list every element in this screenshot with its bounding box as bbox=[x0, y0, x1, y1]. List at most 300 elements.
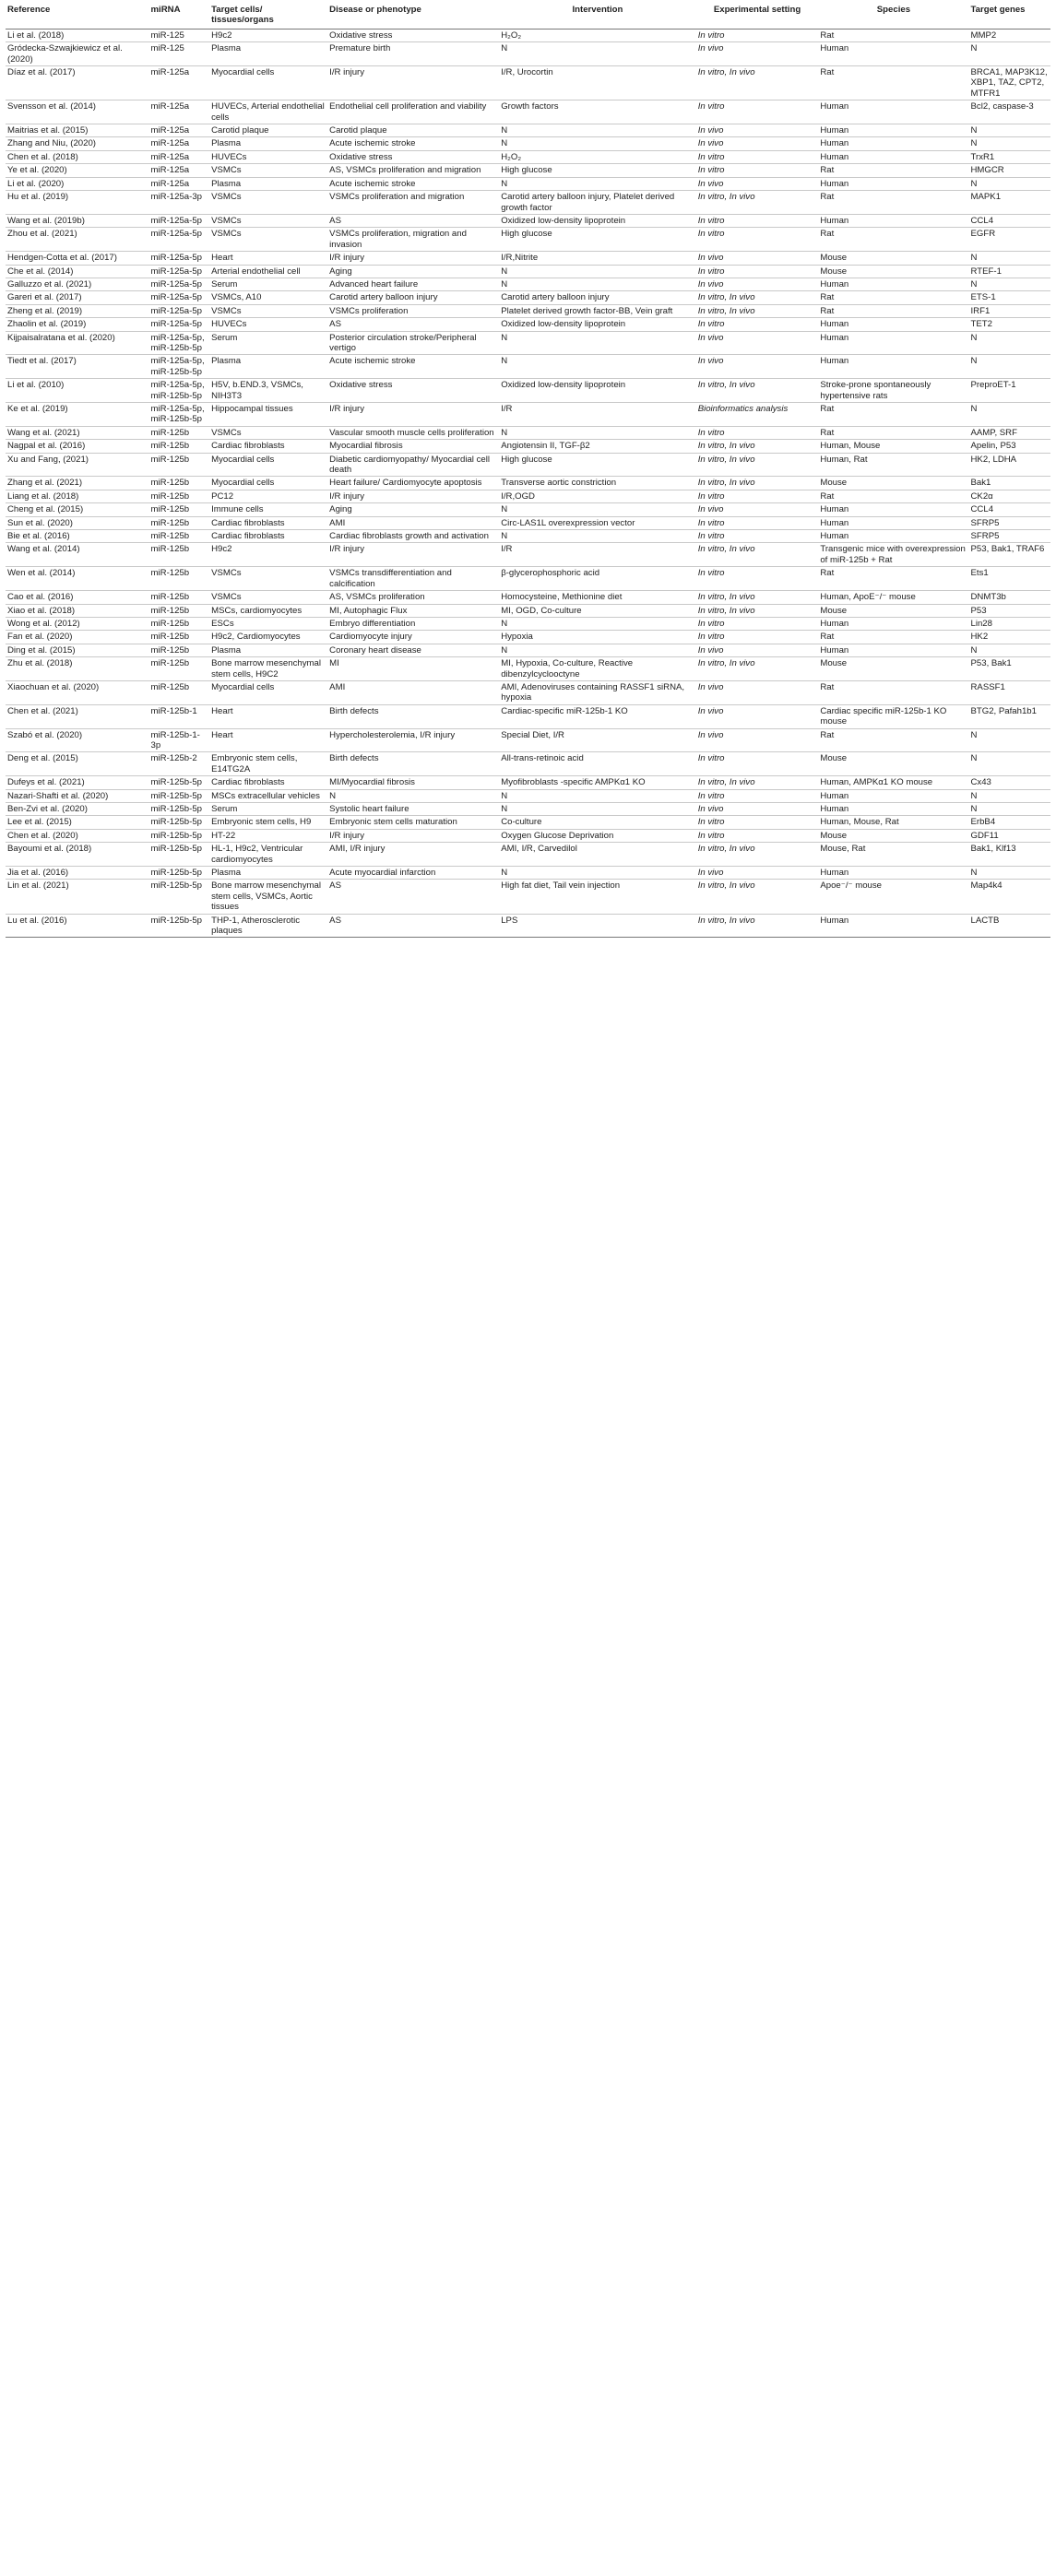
cell-disease: AS, VSMCs proliferation bbox=[327, 591, 499, 604]
cell-intervention: Co-culture bbox=[499, 816, 695, 829]
cell-reference: Chen et al. (2020) bbox=[6, 829, 149, 842]
cell-disease: Embryo differentiation bbox=[327, 617, 499, 630]
cell-species: Human bbox=[818, 914, 968, 938]
cell-intervention: N bbox=[499, 177, 695, 190]
cell-target-genes: N bbox=[969, 355, 1051, 379]
cell-experimental-setting: In vivo bbox=[696, 177, 819, 190]
cell-target-genes: MMP2 bbox=[969, 29, 1051, 41]
cell-disease: VSMCs proliferation bbox=[327, 304, 499, 317]
cell-mirna: miR-125a-5p, miR-125b-5p bbox=[149, 355, 210, 379]
cell-reference: Tiedt et al. (2017) bbox=[6, 355, 149, 379]
cell-disease: Endothelial cell proliferation and viability bbox=[327, 100, 499, 124]
cell-disease: VSMCs proliferation and migration bbox=[327, 191, 499, 215]
cell-mirna: miR-125b bbox=[149, 617, 210, 630]
header-disease: Disease or phenotype bbox=[327, 0, 499, 29]
cell-intervention: LPS bbox=[499, 914, 695, 938]
cell-target-cells: THP-1, Atherosclerotic plaques bbox=[209, 914, 327, 938]
cell-reference: Hendgen-Cotta et al. (2017) bbox=[6, 252, 149, 265]
cell-intervention: N bbox=[499, 530, 695, 543]
table-row bbox=[6, 604, 1050, 617]
cell-reference: Svensson et al. (2014) bbox=[6, 100, 149, 124]
cell-target-genes: CK2α bbox=[969, 490, 1051, 502]
cell-reference: Li et al. (2018) bbox=[6, 29, 149, 41]
cell-mirna: miR-125a bbox=[149, 100, 210, 124]
cell-mirna: miR-125a-5p, miR-125b-5p bbox=[149, 379, 210, 403]
cell-reference: Zheng et al. (2019) bbox=[6, 304, 149, 317]
cell-species: Human bbox=[818, 100, 968, 124]
cell-disease: Diabetic cardiomyopathy/ Myocardial cell death bbox=[327, 453, 499, 477]
cell-intervention: I/R, Urocortin bbox=[499, 66, 695, 100]
cell-experimental-setting: In vivo bbox=[696, 728, 819, 752]
cell-disease: MI/Myocardial fibrosis bbox=[327, 776, 499, 789]
cell-target-genes: N bbox=[969, 137, 1051, 150]
cell-target-cells: Plasma bbox=[209, 355, 327, 379]
cell-target-genes: P53 bbox=[969, 604, 1051, 617]
cell-disease: AMI bbox=[327, 680, 499, 704]
cell-target-genes: N bbox=[969, 728, 1051, 752]
cell-disease: MI, Autophagic Flux bbox=[327, 604, 499, 617]
cell-disease: Oxidative stress bbox=[327, 29, 499, 41]
cell-intervention: N bbox=[499, 278, 695, 290]
cell-target-cells: VSMCs, A10 bbox=[209, 291, 327, 304]
cell-mirna: miR-125b-5p bbox=[149, 776, 210, 789]
cell-species: Human bbox=[818, 177, 968, 190]
cell-target-genes: LACTB bbox=[969, 914, 1051, 938]
cell-intervention: I/R,Nitrite bbox=[499, 252, 695, 265]
cell-disease: Heart failure/ Cardiomyocyte apoptosis bbox=[327, 477, 499, 490]
cell-experimental-setting: In vitro bbox=[696, 816, 819, 829]
cell-species: Human bbox=[818, 803, 968, 816]
cell-target-cells: Heart bbox=[209, 252, 327, 265]
table-row bbox=[6, 291, 1050, 304]
cell-experimental-setting: In vitro bbox=[696, 789, 819, 802]
cell-experimental-setting: In vivo bbox=[696, 680, 819, 704]
cell-species: Rat bbox=[818, 403, 968, 427]
cell-disease: Acute ischemic stroke bbox=[327, 177, 499, 190]
cell-intervention: Oxidized low-density lipoprotein bbox=[499, 214, 695, 227]
cell-target-cells: Hippocampal tissues bbox=[209, 403, 327, 427]
cell-experimental-setting: In vivo bbox=[696, 331, 819, 355]
cell-mirna: miR-125a bbox=[149, 150, 210, 163]
cell-target-cells: VSMCs bbox=[209, 591, 327, 604]
cell-experimental-setting: In vitro bbox=[696, 426, 819, 439]
cell-experimental-setting: In vitro, In vivo bbox=[696, 776, 819, 789]
table-row bbox=[6, 124, 1050, 137]
cell-mirna: miR-125b bbox=[149, 543, 210, 567]
cell-reference: Lu et al. (2016) bbox=[6, 914, 149, 938]
cell-species: Mouse bbox=[818, 657, 968, 681]
cell-reference: Liang et al. (2018) bbox=[6, 490, 149, 502]
cell-disease: Aging bbox=[327, 265, 499, 278]
cell-disease: Acute ischemic stroke bbox=[327, 355, 499, 379]
header-reference: Reference bbox=[6, 0, 149, 29]
cell-experimental-setting: In vitro bbox=[696, 516, 819, 529]
cell-intervention: Hypoxia bbox=[499, 631, 695, 644]
cell-target-genes: MAPK1 bbox=[969, 191, 1051, 215]
cell-reference: Xiaochuan et al. (2020) bbox=[6, 680, 149, 704]
cell-species: Human, Mouse bbox=[818, 440, 968, 453]
cell-target-cells: Plasma bbox=[209, 42, 327, 66]
cell-experimental-setting: In vitro bbox=[696, 829, 819, 842]
cell-reference: Sun et al. (2020) bbox=[6, 516, 149, 529]
cell-target-cells: Embryonic stem cells, E14TG2A bbox=[209, 752, 327, 776]
table-row bbox=[6, 214, 1050, 227]
cell-target-genes: AAMP, SRF bbox=[969, 426, 1051, 439]
mirna-table bbox=[6, 0, 1050, 938]
table-row bbox=[6, 278, 1050, 290]
cell-target-genes: RTEF-1 bbox=[969, 265, 1051, 278]
cell-target-cells: Myocardial cells bbox=[209, 680, 327, 704]
cell-target-genes: HMGCR bbox=[969, 164, 1051, 177]
cell-target-cells: HL-1, H9c2, Ventricular cardiomyocytes bbox=[209, 843, 327, 867]
cell-mirna: miR-125b-5p bbox=[149, 843, 210, 867]
cell-mirna: miR-125b-5p bbox=[149, 914, 210, 938]
cell-experimental-setting: In vivo bbox=[696, 252, 819, 265]
cell-species: Human bbox=[818, 516, 968, 529]
cell-intervention: H₂O₂ bbox=[499, 150, 695, 163]
cell-target-genes: N bbox=[969, 789, 1051, 802]
cell-mirna: miR-125 bbox=[149, 29, 210, 41]
cell-mirna: miR-125a bbox=[149, 137, 210, 150]
cell-target-cells: Plasma bbox=[209, 137, 327, 150]
cell-target-genes: SFRP5 bbox=[969, 530, 1051, 543]
cell-mirna: miR-125b bbox=[149, 490, 210, 502]
cell-species: Human, ApoE⁻/⁻ mouse bbox=[818, 591, 968, 604]
cell-intervention: Carotid artery balloon injury bbox=[499, 291, 695, 304]
table-body bbox=[6, 29, 1050, 938]
cell-species: Cardiac specific miR-125b-1 KO mouse bbox=[818, 704, 968, 728]
cell-experimental-setting: In vivo bbox=[696, 137, 819, 150]
cell-species: Mouse bbox=[818, 252, 968, 265]
cell-mirna: miR-125a-5p, miR-125b-5p bbox=[149, 403, 210, 427]
cell-mirna: miR-125b bbox=[149, 631, 210, 644]
cell-reference: Li et al. (2010) bbox=[6, 379, 149, 403]
cell-mirna: miR-125b bbox=[149, 604, 210, 617]
cell-disease: I/R injury bbox=[327, 543, 499, 567]
cell-species: Human bbox=[818, 355, 968, 379]
cell-target-cells: Myocardial cells bbox=[209, 477, 327, 490]
cell-reference: Hu et al. (2019) bbox=[6, 191, 149, 215]
cell-intervention: H₂O₂ bbox=[499, 29, 695, 41]
cell-intervention: N bbox=[499, 867, 695, 880]
table-row bbox=[6, 728, 1050, 752]
table-row bbox=[6, 644, 1050, 656]
cell-target-cells: Carotid plaque bbox=[209, 124, 327, 137]
cell-target-cells: Plasma bbox=[209, 644, 327, 656]
cell-target-cells: Bone marrow mesenchymal stem cells, VSMCs, Aortic tissues bbox=[209, 880, 327, 914]
cell-target-cells: MSCs, cardiomyocytes bbox=[209, 604, 327, 617]
cell-disease: VSMCs proliferation, migration and invasion bbox=[327, 228, 499, 252]
cell-mirna: miR-125a bbox=[149, 164, 210, 177]
cell-mirna: miR-125a-5p bbox=[149, 252, 210, 265]
cell-mirna: miR-125b-5p bbox=[149, 803, 210, 816]
cell-disease: Carotid artery balloon injury bbox=[327, 291, 499, 304]
cell-reference: Zhang and Niu, (2020) bbox=[6, 137, 149, 150]
cell-experimental-setting: In vivo bbox=[696, 503, 819, 516]
cell-experimental-setting: In vivo bbox=[696, 803, 819, 816]
cell-target-cells: Bone marrow mesenchymal stem cells, H9C2 bbox=[209, 657, 327, 681]
cell-target-cells: MSCs extracellular vehicles bbox=[209, 789, 327, 802]
cell-target-genes: P53, Bak1, TRAF6 bbox=[969, 543, 1051, 567]
cell-disease: Oxidative stress bbox=[327, 150, 499, 163]
cell-experimental-setting: In vitro bbox=[696, 100, 819, 124]
cell-reference: Li et al. (2020) bbox=[6, 177, 149, 190]
cell-experimental-setting: In vitro bbox=[696, 631, 819, 644]
cell-target-cells: VSMCs bbox=[209, 214, 327, 227]
cell-reference: Bie et al. (2016) bbox=[6, 530, 149, 543]
cell-disease: Carotid plaque bbox=[327, 124, 499, 137]
cell-experimental-setting: In vitro, In vivo bbox=[696, 291, 819, 304]
cell-disease: Coronary heart disease bbox=[327, 644, 499, 656]
cell-experimental-setting: In vitro, In vivo bbox=[696, 880, 819, 914]
table-row bbox=[6, 29, 1050, 41]
cell-target-genes: N bbox=[969, 278, 1051, 290]
cell-reference: Galluzzo et al. (2021) bbox=[6, 278, 149, 290]
cell-intervention: AMI, I/R, Carvedilol bbox=[499, 843, 695, 867]
table-row bbox=[6, 265, 1050, 278]
cell-mirna: miR-125a-5p bbox=[149, 304, 210, 317]
cell-species: Rat bbox=[818, 304, 968, 317]
cell-disease: AS bbox=[327, 214, 499, 227]
cell-target-genes: N bbox=[969, 252, 1051, 265]
cell-mirna: miR-125a-5p bbox=[149, 291, 210, 304]
cell-experimental-setting: In vitro, In vivo bbox=[696, 914, 819, 938]
cell-reference: Wen et al. (2014) bbox=[6, 567, 149, 591]
cell-reference: Chen et al. (2018) bbox=[6, 150, 149, 163]
cell-experimental-setting: In vitro, In vivo bbox=[696, 543, 819, 567]
cell-species: Human bbox=[818, 530, 968, 543]
cell-experimental-setting: In vitro bbox=[696, 214, 819, 227]
cell-target-genes: P53, Bak1 bbox=[969, 657, 1051, 681]
cell-target-genes: HK2, LDHA bbox=[969, 453, 1051, 477]
cell-disease: I/R injury bbox=[327, 66, 499, 100]
cell-reference: Nagpal et al. (2016) bbox=[6, 440, 149, 453]
table-row bbox=[6, 137, 1050, 150]
cell-mirna: miR-125a-5p bbox=[149, 214, 210, 227]
cell-intervention: Circ-LAS1L overexpression vector bbox=[499, 516, 695, 529]
cell-mirna: miR-125a-5p bbox=[149, 265, 210, 278]
cell-disease: Birth defects bbox=[327, 752, 499, 776]
cell-target-cells: Serum bbox=[209, 803, 327, 816]
table-row bbox=[6, 42, 1050, 66]
cell-target-genes: N bbox=[969, 752, 1051, 776]
cell-target-cells: Serum bbox=[209, 331, 327, 355]
cell-disease: AS bbox=[327, 318, 499, 331]
cell-reference: Kijpaisalratana et al. (2020) bbox=[6, 331, 149, 355]
cell-intervention: I/R,OGD bbox=[499, 490, 695, 502]
table-row bbox=[6, 530, 1050, 543]
table-row bbox=[6, 355, 1050, 379]
cell-target-genes: N bbox=[969, 331, 1051, 355]
cell-disease: Embryonic stem cells maturation bbox=[327, 816, 499, 829]
cell-disease: Cardiac fibroblasts growth and activation bbox=[327, 530, 499, 543]
table-row bbox=[6, 680, 1050, 704]
cell-disease: I/R injury bbox=[327, 490, 499, 502]
table-row bbox=[6, 228, 1050, 252]
table-row bbox=[6, 752, 1050, 776]
cell-intervention: N bbox=[499, 355, 695, 379]
cell-intervention: N bbox=[499, 426, 695, 439]
cell-reference: Che et al. (2014) bbox=[6, 265, 149, 278]
cell-species: Stroke-prone spontaneously hypertensive rats bbox=[818, 379, 968, 403]
cell-mirna: miR-125b bbox=[149, 426, 210, 439]
cell-target-genes: Ets1 bbox=[969, 567, 1051, 591]
cell-reference: Zhu et al. (2018) bbox=[6, 657, 149, 681]
cell-intervention: N bbox=[499, 803, 695, 816]
cell-disease: Advanced heart failure bbox=[327, 278, 499, 290]
cell-species: Human bbox=[818, 867, 968, 880]
cell-intervention: All-trans-retinoic acid bbox=[499, 752, 695, 776]
cell-target-genes: Bak1 bbox=[969, 477, 1051, 490]
cell-intervention: N bbox=[499, 137, 695, 150]
cell-experimental-setting: In vitro, In vivo bbox=[696, 191, 819, 215]
cell-target-genes: BRCA1, MAP3K12, XBP1, TAZ, CPT2, MTFR1 bbox=[969, 66, 1051, 100]
table-row bbox=[6, 191, 1050, 215]
cell-target-cells: Plasma bbox=[209, 867, 327, 880]
cell-intervention: High glucose bbox=[499, 453, 695, 477]
cell-disease: Acute myocardial infarction bbox=[327, 867, 499, 880]
cell-target-cells: PC12 bbox=[209, 490, 327, 502]
cell-reference: Díaz et al. (2017) bbox=[6, 66, 149, 100]
cell-mirna: miR-125b bbox=[149, 440, 210, 453]
cell-experimental-setting: In vitro bbox=[696, 752, 819, 776]
cell-species: Rat bbox=[818, 680, 968, 704]
cell-target-genes: BTG2, Pafah1b1 bbox=[969, 704, 1051, 728]
cell-reference: Ding et al. (2015) bbox=[6, 644, 149, 656]
cell-target-cells: HUVECs bbox=[209, 318, 327, 331]
cell-target-genes: N bbox=[969, 42, 1051, 66]
cell-target-genes: N bbox=[969, 803, 1051, 816]
cell-species: Rat bbox=[818, 29, 968, 41]
cell-species: Rat bbox=[818, 567, 968, 591]
cell-mirna: miR-125b-1-3p bbox=[149, 728, 210, 752]
cell-species: Rat bbox=[818, 490, 968, 502]
cell-target-genes: HK2 bbox=[969, 631, 1051, 644]
cell-target-genes: Bcl2, caspase-3 bbox=[969, 100, 1051, 124]
cell-target-cells: VSMCs bbox=[209, 191, 327, 215]
cell-target-cells: VSMCs bbox=[209, 304, 327, 317]
cell-experimental-setting: In vitro, In vivo bbox=[696, 657, 819, 681]
cell-target-cells: VSMCs bbox=[209, 164, 327, 177]
cell-species: Rat bbox=[818, 631, 968, 644]
table-row bbox=[6, 829, 1050, 842]
table-row bbox=[6, 177, 1050, 190]
cell-mirna: miR-125b bbox=[149, 477, 210, 490]
table-row bbox=[6, 516, 1050, 529]
cell-intervention: Angiotensin II, TGF-β2 bbox=[499, 440, 695, 453]
table-row bbox=[6, 66, 1050, 100]
cell-disease: Systolic heart failure bbox=[327, 803, 499, 816]
table-row bbox=[6, 631, 1050, 644]
cell-reference: Xu and Fang, (2021) bbox=[6, 453, 149, 477]
cell-reference: Jia et al. (2016) bbox=[6, 867, 149, 880]
cell-disease: Premature birth bbox=[327, 42, 499, 66]
cell-reference: Wang et al. (2014) bbox=[6, 543, 149, 567]
cell-disease: Acute ischemic stroke bbox=[327, 137, 499, 150]
cell-experimental-setting: In vitro bbox=[696, 150, 819, 163]
cell-target-genes: DNMT3b bbox=[969, 591, 1051, 604]
cell-disease: I/R injury bbox=[327, 403, 499, 427]
cell-target-cells: H5V, b.END.3, VSMCs, NIH3T3 bbox=[209, 379, 327, 403]
cell-species: Rat bbox=[818, 164, 968, 177]
table-row bbox=[6, 440, 1050, 453]
cell-reference: Zhaolin et al. (2019) bbox=[6, 318, 149, 331]
cell-intervention: Oxygen Glucose Deprivation bbox=[499, 829, 695, 842]
header-mirna: miRNA bbox=[149, 0, 210, 29]
cell-species: Human, AMPKα1 KO mouse bbox=[818, 776, 968, 789]
cell-reference: Szabó et al. (2020) bbox=[6, 728, 149, 752]
cell-disease: AS, VSMCs proliferation and migration bbox=[327, 164, 499, 177]
cell-species: Mouse bbox=[818, 477, 968, 490]
table-row bbox=[6, 591, 1050, 604]
cell-target-genes: N bbox=[969, 124, 1051, 137]
cell-reference: Nazari-Shafti et al. (2020) bbox=[6, 789, 149, 802]
cell-disease: Vascular smooth muscle cells proliferation bbox=[327, 426, 499, 439]
cell-experimental-setting: In vitro bbox=[696, 567, 819, 591]
table-row bbox=[6, 426, 1050, 439]
table-row bbox=[6, 803, 1050, 816]
cell-experimental-setting: In vitro bbox=[696, 265, 819, 278]
cell-intervention: I/R bbox=[499, 403, 695, 427]
cell-target-genes: TrxR1 bbox=[969, 150, 1051, 163]
cell-intervention: High fat diet, Tail vein injection bbox=[499, 880, 695, 914]
cell-experimental-setting: In vitro, In vivo bbox=[696, 604, 819, 617]
cell-experimental-setting: In vitro, In vivo bbox=[696, 440, 819, 453]
cell-target-cells: HT-22 bbox=[209, 829, 327, 842]
cell-target-genes: Lin28 bbox=[969, 617, 1051, 630]
cell-target-genes: EGFR bbox=[969, 228, 1051, 252]
cell-reference: Lin et al. (2021) bbox=[6, 880, 149, 914]
header-target-genes: Target genes bbox=[969, 0, 1051, 29]
cell-mirna: miR-125b bbox=[149, 567, 210, 591]
cell-target-cells: Cardiac fibroblasts bbox=[209, 776, 327, 789]
cell-intervention: Growth factors bbox=[499, 100, 695, 124]
cell-experimental-setting: In vivo bbox=[696, 704, 819, 728]
cell-mirna: miR-125a bbox=[149, 124, 210, 137]
cell-species: Human bbox=[818, 42, 968, 66]
cell-experimental-setting: In vitro bbox=[696, 29, 819, 41]
table-row bbox=[6, 503, 1050, 516]
cell-target-cells: Cardiac fibroblasts bbox=[209, 440, 327, 453]
cell-target-genes: PreproET-1 bbox=[969, 379, 1051, 403]
cell-intervention: N bbox=[499, 503, 695, 516]
table-row bbox=[6, 704, 1050, 728]
table-row bbox=[6, 789, 1050, 802]
cell-target-genes: GDF11 bbox=[969, 829, 1051, 842]
cell-intervention: N bbox=[499, 42, 695, 66]
table-row bbox=[6, 867, 1050, 880]
cell-reference: Gródecka-Szwajkiewicz et al. (2020) bbox=[6, 42, 149, 66]
cell-intervention: High glucose bbox=[499, 164, 695, 177]
cell-target-genes: RASSF1 bbox=[969, 680, 1051, 704]
cell-reference: Dufeys et al. (2021) bbox=[6, 776, 149, 789]
cell-intervention: N bbox=[499, 789, 695, 802]
table-row bbox=[6, 403, 1050, 427]
cell-reference: Zhou et al. (2021) bbox=[6, 228, 149, 252]
cell-target-genes: CCL4 bbox=[969, 503, 1051, 516]
cell-intervention: Oxidized low-density lipoprotein bbox=[499, 379, 695, 403]
table-row bbox=[6, 543, 1050, 567]
cell-experimental-setting: In vitro, In vivo bbox=[696, 453, 819, 477]
cell-reference: Chen et al. (2021) bbox=[6, 704, 149, 728]
cell-mirna: miR-125a-3p bbox=[149, 191, 210, 215]
table-row bbox=[6, 252, 1050, 265]
cell-target-cells: Myocardial cells bbox=[209, 453, 327, 477]
cell-target-genes: ETS-1 bbox=[969, 291, 1051, 304]
cell-mirna: miR-125b bbox=[149, 530, 210, 543]
cell-experimental-setting: In vitro bbox=[696, 490, 819, 502]
cell-disease: I/R injury bbox=[327, 252, 499, 265]
